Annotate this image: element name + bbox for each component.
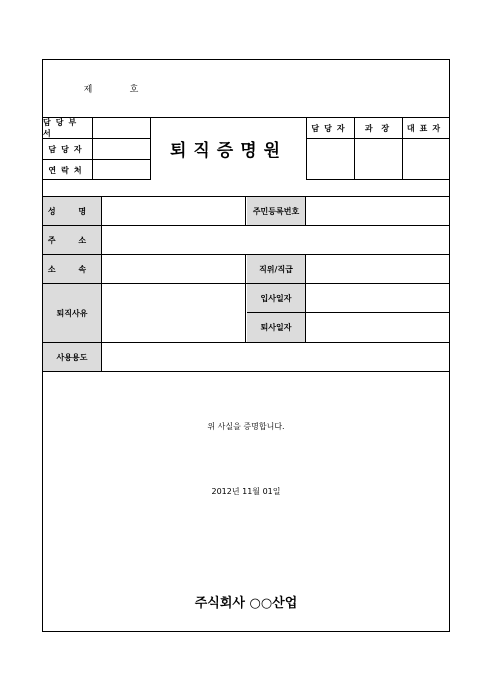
sender-dept-field[interactable]: [93, 118, 150, 138]
approval-sign-manager[interactable]: [355, 139, 402, 180]
approval-sign-staff[interactable]: [307, 139, 354, 180]
resident-id-label: 주민등록번호: [247, 197, 306, 225]
sender-person-label: 담당자: [48, 144, 87, 154]
affiliation-field[interactable]: [103, 255, 246, 283]
sender-contact-field[interactable]: [93, 160, 150, 180]
number-label-left: 제: [83, 84, 93, 95]
resign-date-label: 퇴사일자: [247, 313, 306, 342]
position-label: 직위/직급: [247, 255, 306, 283]
certification-text: 위 사실을 증명합니다.: [207, 421, 285, 431]
reason-field[interactable]: [103, 284, 246, 342]
address-field[interactable]: [103, 226, 449, 254]
address-label: 주 소: [43, 226, 102, 254]
resident-id-field[interactable]: [307, 197, 449, 225]
hire-date-field[interactable]: [307, 284, 449, 312]
name-field[interactable]: [103, 197, 246, 225]
purpose-field[interactable]: [103, 343, 449, 371]
purpose-label: 사용용도: [43, 343, 102, 371]
reason-label: 퇴직사유: [43, 284, 102, 342]
document-frame: [42, 59, 450, 632]
approval-sign-ceo[interactable]: [403, 139, 449, 180]
document-title: 퇴직증명원: [169, 140, 288, 161]
approval-header-staff: 담당자: [311, 123, 350, 133]
sender-dept-label: 담당부서: [43, 118, 82, 138]
name-label: 성 명: [43, 197, 102, 225]
number-label-right: 호: [129, 84, 139, 95]
position-field[interactable]: [307, 255, 449, 283]
issue-date: 2012년 11월 01일: [211, 486, 281, 496]
resign-date-field[interactable]: [307, 313, 449, 342]
approval-header-ceo: 대표자: [406, 123, 446, 133]
form-bottom-line: [43, 371, 449, 372]
company-name: 주식회사 ○○산업: [194, 595, 298, 611]
affiliation-label: 소 속: [43, 255, 102, 283]
approval-header-manager: 과 장: [364, 123, 393, 133]
sender-person-field[interactable]: [93, 139, 150, 159]
sender-contact-label: 연락처: [48, 165, 87, 175]
hire-date-label: 입사일자: [247, 284, 306, 312]
